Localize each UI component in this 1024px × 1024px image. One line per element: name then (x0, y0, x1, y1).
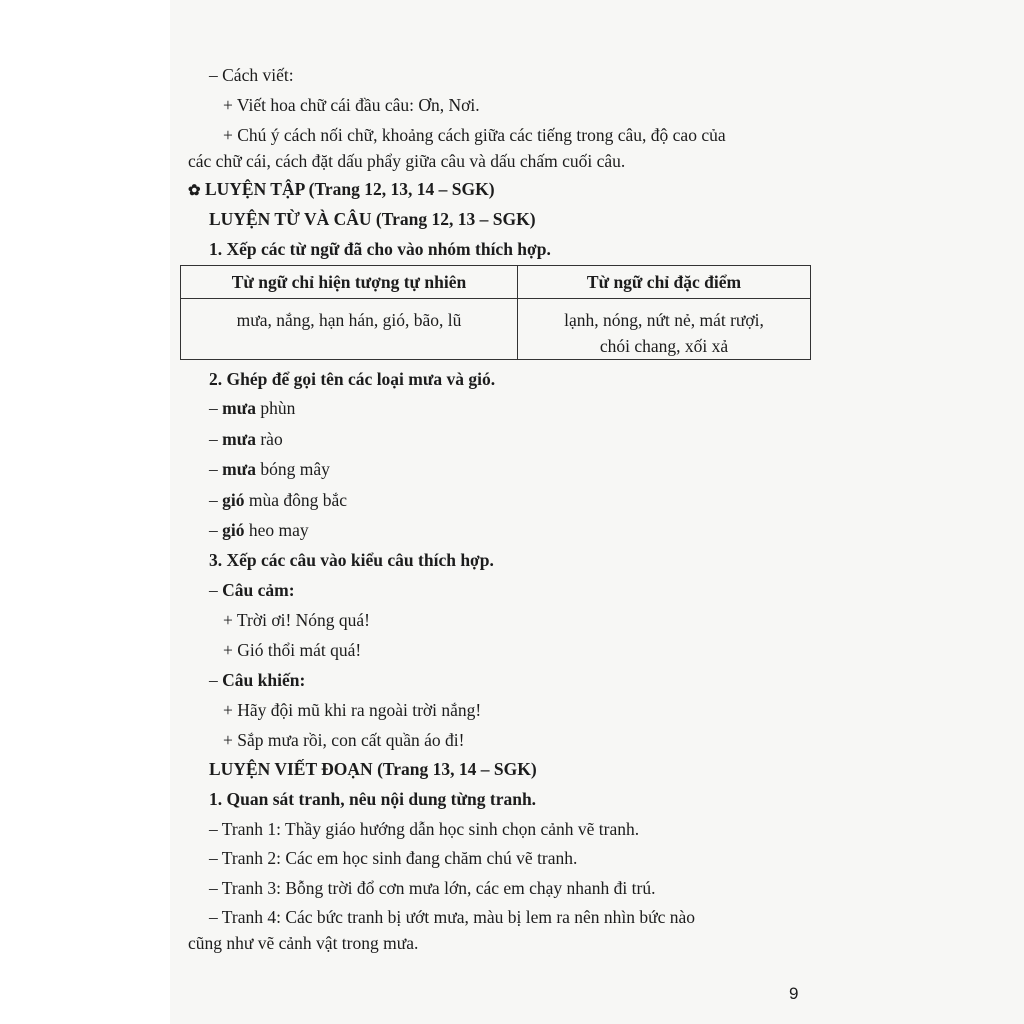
section-heading (188, 178, 495, 202)
list-item: – Tranh 1: Thầy giáo hướng dẫn học sinh chọn cảnh vẽ tranh. (209, 819, 640, 839)
table-cell-text: chói chang, xối xả (599, 336, 729, 356)
question-heading: 1. Xếp các từ ngữ đã cho vào nhóm thích hợp. (209, 239, 551, 259)
dash: – (209, 520, 223, 540)
text-line: + Viết hoa chữ cái đầu câu: Ơn, Nơi. (223, 95, 480, 115)
bold-word: gió (222, 490, 245, 510)
dash: – (209, 398, 223, 418)
category-label-text: Câu cảm: (222, 580, 295, 600)
question-heading: 3. Xếp các câu vào kiểu câu thích hợp. (209, 550, 494, 570)
category-label-text: Câu khiến: (222, 670, 306, 690)
table-cell (518, 299, 811, 360)
category-label (209, 669, 305, 691)
table-cell (181, 299, 518, 360)
table-cell-text: mưa, nắng, hạn hán, gió, bão, lũ (236, 310, 462, 330)
table-row (181, 299, 811, 360)
dash: – (209, 490, 223, 510)
text-line: – Cách viết: (209, 65, 294, 85)
bold-word: gió (222, 520, 245, 540)
bold-word: mưa (222, 429, 256, 449)
bold-word: mưa (222, 459, 256, 479)
list-item: + Hãy đội mũ khi ra ngoài trời nắng! (223, 700, 482, 720)
page-gutter (0, 0, 170, 1024)
item-text: rào (255, 429, 283, 449)
list-item: + Sắp mưa rồi, con cất quần áo đi! (223, 730, 465, 750)
item-text: bóng mây (255, 459, 330, 479)
list-item (209, 489, 347, 511)
list-item (209, 397, 295, 419)
table-header: Từ ngữ chỉ đặc điểm (518, 266, 811, 299)
question-heading: 1. Quan sát tranh, nêu nội dung từng tranh. (209, 789, 537, 809)
table-header-row (181, 266, 811, 299)
text-line: các chữ cái, cách đặt dấu phẩy giữa câu và dấu chấm cuối câu. (188, 151, 626, 171)
list-item (209, 428, 283, 450)
dash: – (209, 429, 223, 449)
question-heading: 2. Ghép để gọi tên các loại mưa và gió. (209, 369, 496, 389)
list-item: cũng như vẽ cảnh vật trong mưa. (188, 933, 419, 953)
list-item: + Trời ơi! Nóng quá! (223, 610, 370, 630)
page-number: 9 (789, 984, 799, 1003)
item-text: heo may (244, 520, 309, 540)
category-label (209, 579, 295, 601)
flower-bullet-icon: ✿ (188, 183, 201, 199)
list-item (209, 519, 309, 541)
list-item (209, 458, 330, 480)
dash: – (209, 580, 223, 600)
list-item: – Tranh 2: Các em học sinh đang chăm chú vẽ tranh. (209, 848, 578, 868)
item-text: phùn (255, 398, 296, 418)
word-group-table (180, 265, 811, 360)
subsection-heading: LUYỆN TỪ VÀ CÂU (Trang 12, 13 – SGK) (209, 209, 536, 229)
item-text: mùa đông bắc (244, 490, 348, 510)
table-cell-text: lạnh, nóng, nứt nẻ, mát rượi, (564, 310, 764, 330)
bold-word: mưa (222, 398, 256, 418)
subsection-heading: LUYỆN VIẾT ĐOẠN (Trang 13, 14 – SGK) (209, 759, 537, 779)
table-header: Từ ngữ chỉ hiện tượng tự nhiên (181, 266, 518, 299)
section-heading-text: LUYỆN TẬP (Trang 12, 13, 14 – SGK) (204, 179, 495, 199)
list-item: – Tranh 4: Các bức tranh bị ướt mưa, màu bị lem ra nên nhìn bức nào (209, 907, 696, 927)
list-item: + Gió thổi mát quá! (223, 640, 362, 660)
dash: – (209, 670, 223, 690)
text-line: + Chú ý cách nối chữ, khoảng cách giữa các tiếng trong câu, độ cao của (223, 125, 726, 145)
list-item: – Tranh 3: Bỗng trời đổ cơn mưa lớn, các em chạy nhanh đi trú. (209, 878, 656, 898)
dash: – (209, 459, 223, 479)
